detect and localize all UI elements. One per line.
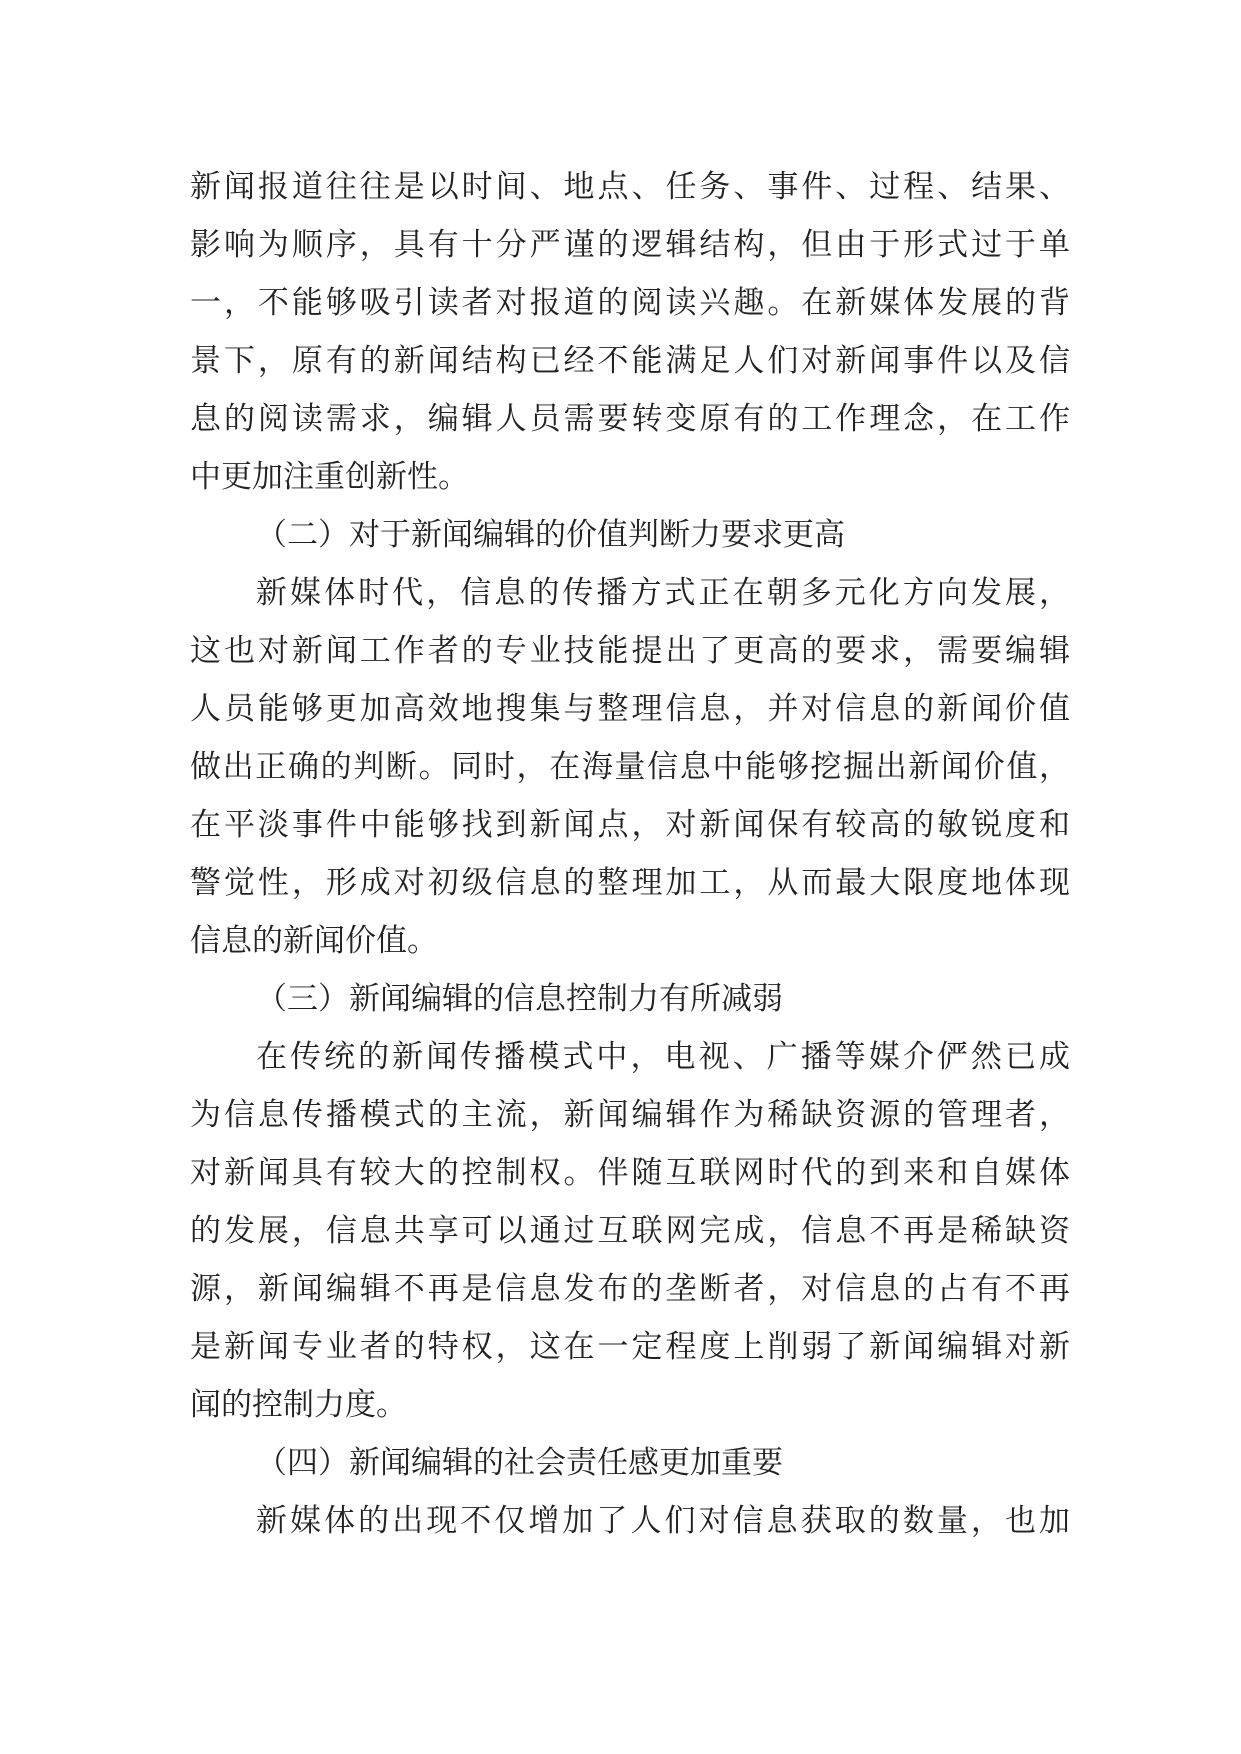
text-line: 警觉性，形成对初级信息的整理加工，从而最大限度地体现 [190,865,1070,901]
text-line: 一，不能够吸引读者对报道的阅读兴趣。在新媒体发展的背 [190,285,1070,321]
text-line: 为信息传播模式的主流，新闻编辑作为稀缺资源的管理者， [190,1097,1070,1133]
text-line: 新闻报道往往是以时间、地点、任务、事件、过程、结果、 [190,169,1070,205]
section-heading: （四）新闻编辑的社会责任感更加重要 [256,1445,783,1481]
text-line: 新媒体时代，信息的传播方式正在朝多元化方向发展， [256,575,1070,611]
text-line: 新媒体的出现不仅增加了人们对信息获取的数量，也加 [256,1503,1070,1539]
text-line: 源，新闻编辑不再是信息发布的垄断者，对信息的占有不再 [190,1271,1070,1307]
text-line: 在平淡事件中能够找到新闻点，对新闻保有较高的敏锐度和 [190,807,1070,843]
text-line: 对新闻具有较大的控制权。伴随互联网时代的到来和自媒体 [190,1155,1070,1191]
text-line: 景下，原有的新闻结构已经不能满足人们对新闻事件以及信 [190,343,1070,379]
text-line: 在传统的新闻传播模式中，电视、广播等媒介俨然已成 [256,1039,1070,1075]
section-heading: （三）新闻编辑的信息控制力有所减弱 [256,981,783,1017]
text-line: 人员能够更加高效地搜集与整理信息，并对信息的新闻价值 [190,691,1070,727]
body-text [190,158,1070,1550]
text-line: 的发展，信息共享可以通过互联网完成，信息不再是稀缺资 [190,1213,1070,1249]
text-line: 做出正确的判断。同时，在海量信息中能够挖掘出新闻价值， [190,749,1070,785]
text-line: 闻的控制力度。 [190,1387,407,1423]
text-line: 影响为顺序，具有十分严谨的逻辑结构，但由于形式过于单 [190,227,1070,263]
text-line: 息的阅读需求，编辑人员需要转变原有的工作理念，在工作 [190,401,1070,437]
section-heading: （二）对于新闻编辑的价值判断力要求更高 [256,517,845,553]
text-line: 中更加注重创新性。 [190,459,469,495]
text-line: 这也对新闻工作者的专业技能提出了更高的要求，需要编辑 [190,633,1070,669]
text-line: 是新闻专业者的特权，这在一定程度上削弱了新闻编辑对新 [190,1329,1070,1365]
text-line: 信息的新闻价值。 [190,923,438,959]
